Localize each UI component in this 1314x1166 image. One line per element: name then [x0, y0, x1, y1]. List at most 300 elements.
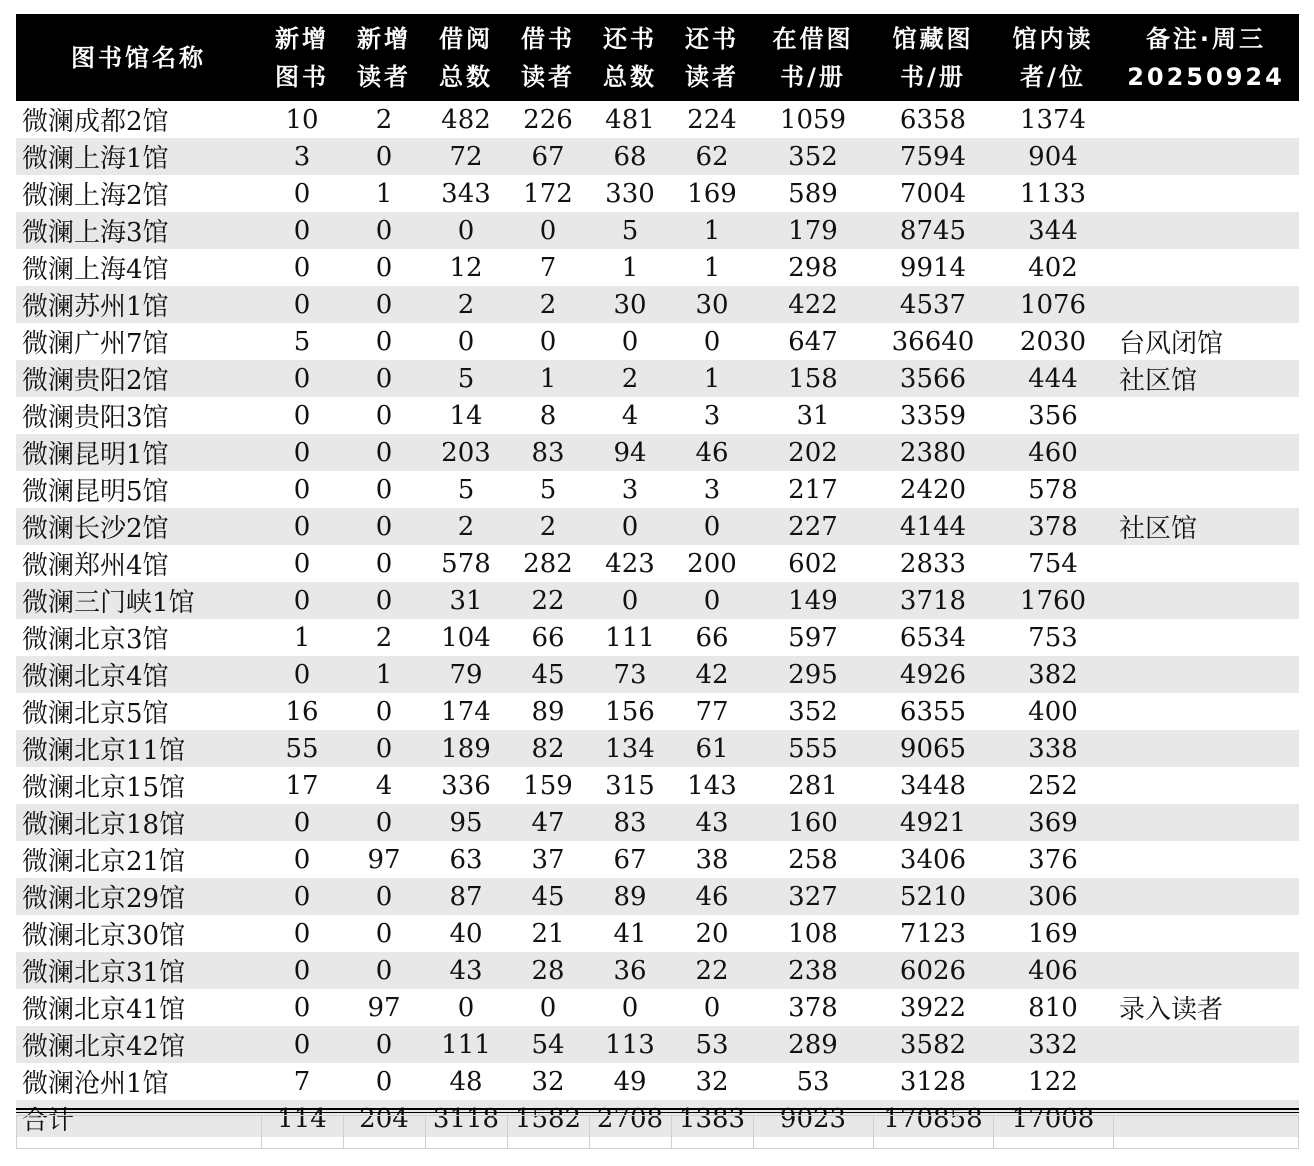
header-line: 新增: [357, 24, 411, 53]
readers-in-library-cell: 369: [993, 804, 1113, 841]
header-line: 20250924: [1127, 62, 1285, 91]
returning-readers-cell: 53: [671, 1026, 753, 1063]
table-row: [16, 1026, 1299, 1063]
total-loans-cell: 87: [425, 878, 507, 915]
collection-cell: 4144: [873, 508, 993, 545]
new-readers-cell: 97: [367, 992, 401, 1023]
grid-line: [589, 1116, 590, 1148]
returning-readers-cell: 143: [687, 770, 737, 801]
remarks-cell: [1113, 545, 1299, 582]
table-row: [16, 582, 1299, 619]
borrowing-readers-cell: 54: [507, 1026, 589, 1063]
total-loans-cell: 174: [441, 696, 491, 727]
table-row: [16, 249, 1299, 286]
borrowing-readers-cell: 22: [507, 582, 589, 619]
readers-in-library-cell: 344: [993, 212, 1113, 249]
new-readers-cell: 0: [343, 508, 425, 545]
remarks-cell: 社区馆: [1113, 508, 1299, 545]
new-books-cell: 0: [261, 212, 343, 249]
readers-in-library-cell: 17008: [993, 1100, 1113, 1137]
collection-cell: 170858: [873, 1100, 993, 1137]
collection-cell: 2833: [899, 548, 967, 579]
total-double-rule-top: [16, 1108, 1299, 1110]
borrowing-readers-cell: 45: [507, 656, 589, 693]
remarks-cell: [1113, 434, 1299, 471]
table-row: [16, 656, 1299, 693]
collection-cell: 4926: [873, 656, 993, 693]
grid-line: [1113, 1116, 1114, 1148]
returning-readers-cell: 0: [703, 992, 721, 1023]
header-line: 图书馆名称: [71, 43, 206, 72]
collection-cell: 3406: [899, 844, 967, 875]
new-books-cell: 114: [261, 1100, 343, 1137]
new-books-cell: 0: [293, 844, 311, 875]
returning-readers-cell: 46: [671, 434, 753, 471]
remarks-cell: [1113, 101, 1299, 138]
table-body: [16, 101, 1299, 1137]
returning-readers-cell: 46: [671, 878, 753, 915]
library-name-cell: 微澜北京4馆: [16, 656, 261, 693]
new-readers-cell: 0: [343, 138, 425, 175]
readers-in-library-cell: 1374: [1019, 104, 1087, 135]
new-readers-cell: 0: [343, 730, 425, 767]
readers-in-library-cell: 376: [1028, 844, 1078, 875]
collection-cell: 3922: [899, 992, 967, 1023]
new-books-cell: 1: [293, 622, 311, 653]
readers-in-library-cell: 356: [1028, 400, 1078, 431]
library-name-cell: 微澜北京3馆: [22, 625, 169, 655]
books-on-loan-cell: 378: [788, 992, 838, 1023]
new-readers-cell: 4: [375, 770, 393, 801]
readers-in-library-cell: 754: [1028, 548, 1078, 579]
readers-in-library-cell: 306: [993, 878, 1113, 915]
header-line: 备注·周三: [1145, 24, 1267, 53]
books-on-loan-cell: 298: [788, 252, 838, 283]
remarks-cell: [1113, 397, 1299, 434]
new-readers-cell: 0: [343, 434, 425, 471]
total-loans-cell: 2: [425, 508, 507, 545]
new-books-cell: 17: [285, 770, 319, 801]
library-name-cell: 微澜北京41馆: [22, 995, 186, 1025]
library-name-cell: 微澜贵阳3馆: [22, 403, 169, 433]
new-readers-cell: 97: [367, 844, 401, 875]
new-books-cell: 0: [293, 992, 311, 1023]
header-line: 总数: [603, 62, 657, 91]
table-row: [16, 989, 1299, 1026]
total-returns-cell: 36: [589, 952, 671, 989]
table-row: [16, 397, 1299, 434]
library-name-cell: 微澜沧州1馆: [22, 1069, 169, 1099]
collection-cell: 3448: [899, 770, 967, 801]
total-returns-cell: 134: [589, 730, 671, 767]
grid-line: [507, 1116, 508, 1148]
new-books-cell: 0: [261, 1026, 343, 1063]
collection-cell: 3128: [899, 1066, 967, 1097]
remarks-cell: [1113, 767, 1299, 804]
total-loans-cell: 0: [457, 326, 475, 357]
library-name-cell: 微澜北京18馆: [16, 804, 261, 841]
col-header-collection: [873, 14, 993, 101]
books-on-loan-cell: 1059: [779, 104, 847, 135]
collection-cell: 4921: [873, 804, 993, 841]
total-returns-cell: 83: [589, 804, 671, 841]
collection-cell: 7123: [899, 918, 967, 949]
new-books-cell: 55: [261, 730, 343, 767]
books-on-loan-cell: 9023: [753, 1100, 873, 1137]
new-books-cell: 0: [261, 952, 343, 989]
total-loans-cell: 578: [441, 548, 491, 579]
total-loans-cell: 104: [441, 622, 491, 653]
new-books-cell: 0: [293, 252, 311, 283]
returning-readers-cell: 62: [671, 138, 753, 175]
readers-in-library-cell: 400: [1028, 696, 1078, 727]
new-readers-cell: 0: [343, 952, 425, 989]
total-returns-cell: 1: [621, 252, 639, 283]
collection-cell: 7004: [899, 178, 967, 209]
borrowing-readers-cell: 282: [523, 548, 573, 579]
borrowing-readers-cell: 89: [531, 696, 565, 727]
grid-line: [993, 1116, 994, 1148]
remarks-cell: [1113, 915, 1299, 952]
new-books-cell: 0: [261, 582, 343, 619]
returning-readers-cell: 1: [671, 212, 753, 249]
new-books-cell: 0: [293, 178, 311, 209]
books-on-loan-cell: 422: [753, 286, 873, 323]
collection-cell: 6026: [873, 952, 993, 989]
books-on-loan-cell: 202: [753, 434, 873, 471]
library-name-cell: 微澜广州7馆: [22, 329, 169, 359]
new-readers-cell: 0: [343, 212, 425, 249]
readers-in-library-cell: 578: [1028, 474, 1078, 505]
books-on-loan-cell: 217: [788, 474, 838, 505]
returning-readers-cell: 43: [671, 804, 753, 841]
table-row: [16, 212, 1299, 249]
readers-in-library-cell: 252: [1028, 770, 1078, 801]
new-books-cell: 0: [293, 918, 311, 949]
new-readers-cell: 1: [343, 656, 425, 693]
library-name-cell: 微澜北京31馆: [16, 952, 261, 989]
borrowing-readers-cell: 172: [523, 178, 573, 209]
grid-line: [753, 1116, 754, 1148]
header-line: 读者: [521, 62, 575, 91]
header-line: 书/册: [900, 62, 966, 91]
total-returns-cell: 2: [589, 360, 671, 397]
library-name-cell: 微澜北京21馆: [22, 847, 186, 877]
borrowing-readers-cell: 1582: [507, 1100, 589, 1137]
books-on-loan-cell: 227: [753, 508, 873, 545]
new-readers-cell: 0: [343, 804, 425, 841]
total-loans-cell: 12: [449, 252, 483, 283]
remarks-cell: 录入读者: [1119, 995, 1224, 1025]
new-books-cell: 5: [293, 326, 311, 357]
returning-readers-cell: 30: [671, 286, 753, 323]
total-loans-cell: 43: [425, 952, 507, 989]
table-row: [16, 434, 1299, 471]
new-readers-cell: 0: [343, 360, 425, 397]
returning-readers-cell: 224: [687, 104, 737, 135]
readers-in-library-cell: 1760: [993, 582, 1113, 619]
remarks-cell: [1113, 804, 1299, 841]
borrowing-readers-cell: 67: [507, 138, 589, 175]
header-line: 读者: [685, 62, 739, 91]
collection-cell: 6534: [899, 622, 967, 653]
remarks-cell: 社区馆: [1113, 360, 1299, 397]
total-returns-cell: 156: [605, 696, 655, 727]
collection-cell: 3582: [873, 1026, 993, 1063]
new-books-cell: 0: [261, 508, 343, 545]
total-returns-cell: 49: [613, 1066, 647, 1097]
header-line: 总数: [439, 62, 493, 91]
total-returns-cell: 481: [605, 104, 655, 135]
total-returns-cell: 0: [621, 326, 639, 357]
collection-cell: 8745: [873, 212, 993, 249]
table-row: [16, 360, 1299, 397]
returning-readers-cell: 169: [687, 178, 737, 209]
returning-readers-cell: 0: [703, 326, 721, 357]
total-loans-cell: 343: [441, 178, 491, 209]
books-on-loan-cell: 289: [753, 1026, 873, 1063]
borrowing-readers-cell: 8: [539, 400, 557, 431]
new-readers-cell: 0: [375, 326, 393, 357]
new-readers-cell: 204: [343, 1100, 425, 1137]
borrowing-readers-cell: 47: [507, 804, 589, 841]
returning-readers-cell: 0: [671, 582, 753, 619]
empty-grid-row: [16, 1115, 1299, 1149]
header-line: 馆藏图: [892, 24, 974, 53]
remarks-cell: [1113, 582, 1299, 619]
total-loans-cell: 48: [449, 1066, 483, 1097]
library-name-cell: 微澜三门峡1馆: [16, 582, 261, 619]
new-readers-cell: 0: [375, 474, 393, 505]
table-row: [16, 101, 1299, 138]
readers-in-library-cell: 904: [993, 138, 1113, 175]
collection-cell: 5210: [873, 878, 993, 915]
new-readers-cell: 2: [375, 622, 393, 653]
readers-in-library-cell: 1133: [1019, 178, 1087, 209]
total-returns-cell: 3: [621, 474, 639, 505]
borrowing-readers-cell: 28: [507, 952, 589, 989]
borrowing-readers-cell: 0: [539, 326, 557, 357]
remarks-cell: [1113, 1026, 1299, 1063]
borrowing-readers-cell: 66: [531, 622, 565, 653]
books-on-loan-cell: 555: [753, 730, 873, 767]
borrowing-readers-cell: 37: [531, 844, 565, 875]
header-line: 借阅: [439, 24, 493, 53]
new-readers-cell: 0: [375, 1066, 393, 1097]
table-row: [16, 767, 1299, 804]
books-on-loan-cell: 602: [788, 548, 838, 579]
col-header-readers-in-library: [993, 14, 1113, 101]
total-returns-cell: 0: [589, 582, 671, 619]
readers-in-library-cell: 382: [993, 656, 1113, 693]
new-books-cell: 0: [261, 434, 343, 471]
header-line: 图书: [275, 62, 329, 91]
table-header: [16, 14, 1299, 101]
total-returns-cell: 423: [605, 548, 655, 579]
collection-cell: 36640: [891, 326, 975, 357]
new-readers-cell: 0: [375, 548, 393, 579]
collection-cell: 9914: [899, 252, 967, 283]
total-returns-cell: 41: [613, 918, 647, 949]
header-line: 新增: [275, 24, 329, 53]
new-books-cell: 0: [293, 474, 311, 505]
books-on-loan-cell: 238: [753, 952, 873, 989]
library-name-cell: 微澜上海4馆: [22, 255, 169, 285]
borrowing-readers-cell: 5: [539, 474, 557, 505]
new-books-cell: 7: [293, 1066, 311, 1097]
total-loans-cell: 5: [425, 360, 507, 397]
books-on-loan-cell: 258: [788, 844, 838, 875]
new-books-cell: 0: [261, 804, 343, 841]
table-row: [16, 1063, 1299, 1100]
returning-readers-cell: 1383: [671, 1100, 753, 1137]
books-on-loan-cell: 31: [796, 400, 830, 431]
table-row: [16, 878, 1299, 915]
library-name-cell: 微澜郑州4馆: [22, 551, 169, 581]
header-line: 书/册: [780, 62, 846, 91]
library-name-cell: 微澜北京11馆: [16, 730, 261, 767]
new-readers-cell: 1: [375, 178, 393, 209]
total-loans-cell: 63: [449, 844, 483, 875]
total-loans-cell: 2: [425, 286, 507, 323]
books-on-loan-cell: 53: [796, 1066, 830, 1097]
remarks-cell: [1113, 693, 1299, 730]
remarks-cell: [1113, 286, 1299, 323]
grid-line: [261, 1116, 262, 1148]
readers-in-library-cell: 122: [1028, 1066, 1078, 1097]
returning-readers-cell: 1: [671, 360, 753, 397]
grid-line: [671, 1116, 672, 1148]
table-row: [16, 323, 1299, 360]
books-on-loan-cell: 352: [753, 138, 873, 175]
total-returns-cell: 0: [621, 992, 639, 1023]
total-returns-cell: 111: [605, 622, 655, 653]
col-header-new-readers: [343, 14, 425, 101]
library-name-cell: 微澜上海3馆: [16, 212, 261, 249]
returning-readers-cell: 22: [671, 952, 753, 989]
readers-in-library-cell: 402: [1028, 252, 1078, 283]
new-books-cell: 16: [285, 696, 319, 727]
table-row: [16, 841, 1299, 878]
returning-readers-cell: 61: [671, 730, 753, 767]
remarks-cell: [1113, 1063, 1299, 1100]
library-name-cell: 合计: [16, 1100, 261, 1137]
col-header-books-on-loan: [753, 14, 873, 101]
readers-in-library-cell: 169: [1028, 918, 1078, 949]
collection-cell: 6358: [899, 104, 967, 135]
new-readers-cell: 0: [375, 696, 393, 727]
new-books-cell: 0: [293, 400, 311, 431]
returning-readers-cell: 3: [703, 474, 721, 505]
total-returns-cell: 5: [589, 212, 671, 249]
grid-line: [425, 1116, 426, 1148]
new-readers-cell: 0: [343, 582, 425, 619]
total-returns-cell: 0: [589, 508, 671, 545]
col-header-new-books: [261, 14, 343, 101]
header-line: 者/位: [1020, 62, 1086, 91]
total-loans-cell: 79: [425, 656, 507, 693]
readers-in-library-cell: 406: [993, 952, 1113, 989]
new-books-cell: 0: [261, 878, 343, 915]
new-readers-cell: 0: [375, 918, 393, 949]
library-name-cell: 微澜苏州1馆: [16, 286, 261, 323]
total-loans-cell: 111: [425, 1026, 507, 1063]
new-books-cell: 0: [261, 360, 343, 397]
new-readers-cell: 2: [375, 104, 393, 135]
total-loans-cell: 336: [441, 770, 491, 801]
header-line: 在借图: [772, 24, 854, 53]
total-returns-cell: 94: [589, 434, 671, 471]
total-returns-cell: 73: [589, 656, 671, 693]
table-row: [16, 545, 1299, 582]
total-returns-cell: 67: [613, 844, 647, 875]
new-readers-cell: 0: [343, 878, 425, 915]
new-books-cell: 0: [293, 548, 311, 579]
total-loans-cell: 189: [425, 730, 507, 767]
borrowing-readers-cell: 226: [523, 104, 573, 135]
header-line: 还书: [685, 24, 739, 53]
remarks-cell: [1113, 471, 1299, 508]
borrowing-readers-cell: 21: [531, 918, 565, 949]
new-books-cell: 0: [261, 286, 343, 323]
total-returns-cell: 68: [589, 138, 671, 175]
total-returns-cell: 330: [605, 178, 655, 209]
table-row: [16, 952, 1299, 989]
table-row: [16, 471, 1299, 508]
remarks-cell: [1113, 619, 1299, 656]
new-books-cell: 3: [261, 138, 343, 175]
library-name-cell: 微澜成都2馆: [22, 107, 169, 137]
returning-readers-cell: 0: [671, 508, 753, 545]
table-row: [16, 915, 1299, 952]
returning-readers-cell: 77: [695, 696, 729, 727]
col-header-borrowing-readers: [507, 14, 589, 101]
new-books-cell: 0: [261, 656, 343, 693]
readers-in-library-cell: 378: [993, 508, 1113, 545]
returning-readers-cell: 200: [687, 548, 737, 579]
collection-cell: 7594: [873, 138, 993, 175]
library-stats-sheet: [16, 14, 1299, 1137]
remarks-cell: [1113, 249, 1299, 286]
collection-cell: 3359: [899, 400, 967, 431]
returning-readers-cell: 38: [695, 844, 729, 875]
total-loans-cell: 0: [425, 212, 507, 249]
new-books-cell: 10: [285, 104, 319, 135]
library-name-cell: 微澜北京15馆: [22, 773, 186, 803]
grid-line: [16, 1116, 17, 1148]
borrowing-readers-cell: 0: [539, 992, 557, 1023]
total-loans-cell: 72: [425, 138, 507, 175]
books-on-loan-cell: 327: [753, 878, 873, 915]
borrowing-readers-cell: 32: [531, 1066, 565, 1097]
books-on-loan-cell: 589: [788, 178, 838, 209]
books-on-loan-cell: 352: [788, 696, 838, 727]
new-readers-cell: 0: [343, 1026, 425, 1063]
library-name-cell: 微澜北京5馆: [22, 699, 169, 729]
table-row: [16, 804, 1299, 841]
table-row: [16, 508, 1299, 545]
remarks-cell: [1113, 952, 1299, 989]
total-loans-cell: 31: [425, 582, 507, 619]
total-returns-cell: 2708: [589, 1100, 671, 1137]
grid-line: [343, 1116, 344, 1148]
borrowing-readers-cell: 0: [507, 212, 589, 249]
library-name-cell: 微澜上海2馆: [22, 181, 169, 211]
returning-readers-cell: 3: [703, 400, 721, 431]
readers-in-library-cell: 332: [993, 1026, 1113, 1063]
new-readers-cell: 0: [375, 400, 393, 431]
collection-cell: 9065: [873, 730, 993, 767]
